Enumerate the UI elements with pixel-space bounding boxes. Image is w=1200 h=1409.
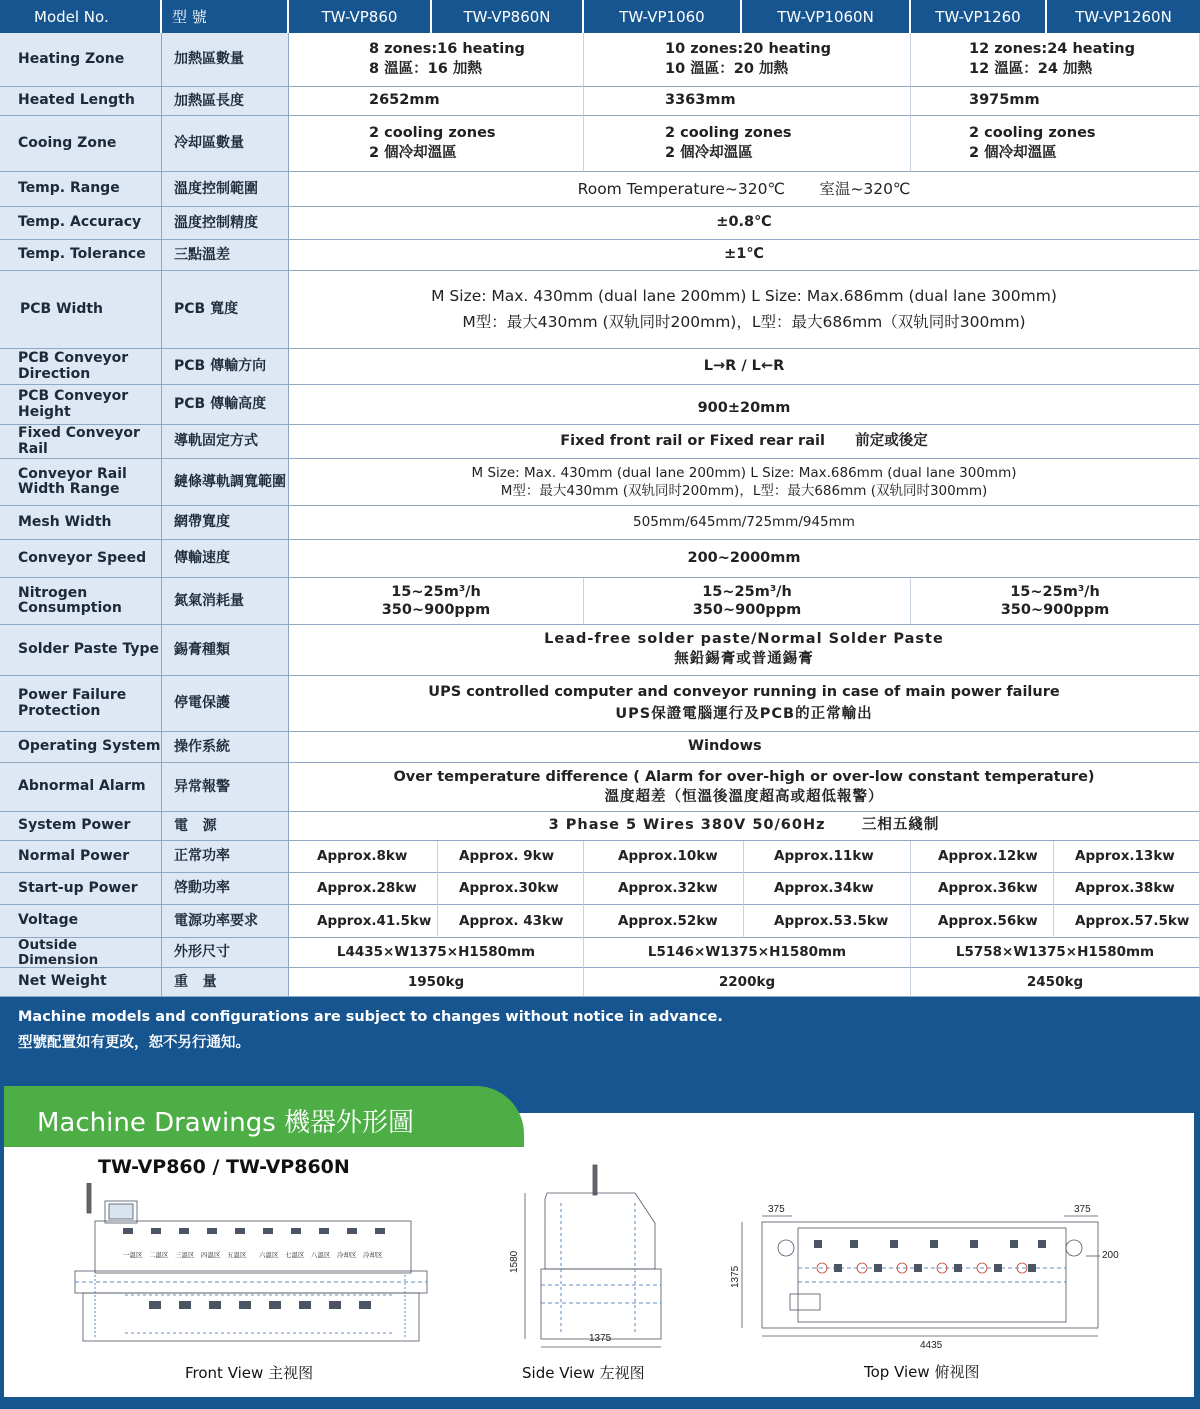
dimension-label: 1375 bbox=[589, 1333, 612, 1344]
value-cell: Approx.8kw bbox=[289, 841, 438, 873]
row-label-cn: 停電保護 bbox=[162, 676, 289, 732]
value-text: 15~25m³/h bbox=[391, 583, 481, 600]
row-label-temp-accuracy: Temp. Accuracy bbox=[0, 207, 162, 240]
value-text: 2 cooling zones bbox=[665, 124, 792, 141]
dimension-label: 1580 bbox=[509, 1250, 520, 1273]
value-cell: 2450kg bbox=[911, 968, 1200, 997]
row-label-fixed-rail: Fixed Conveyor Rail bbox=[0, 425, 162, 459]
dimension-label: 200 bbox=[1102, 1250, 1119, 1261]
value-text: 15~25m³/h bbox=[1010, 583, 1100, 600]
top-view-caption: Top View 俯视图 bbox=[864, 1363, 980, 1381]
value-cell bbox=[289, 33, 584, 87]
value-cell: Approx.38kw bbox=[1054, 873, 1200, 905]
row-label-temp-range: Temp. Range bbox=[0, 172, 162, 207]
value-cell: Approx.12kw bbox=[911, 841, 1054, 873]
model-header: TW-VP1060 bbox=[584, 0, 742, 33]
value-text: 2 個冷却溫區 bbox=[969, 144, 1057, 161]
row-label-cn: PCB 傳輸高度 bbox=[162, 385, 289, 425]
zone-label: 六温区 bbox=[259, 1252, 279, 1259]
model-header: TW-VP860N bbox=[432, 0, 584, 33]
value-cell: 200~2000mm bbox=[289, 540, 1200, 578]
model-no-header bbox=[0, 0, 162, 33]
dimension-label: 375 bbox=[1074, 1204, 1091, 1215]
value-cell: L5758×W1375×H1580mm bbox=[911, 938, 1200, 968]
value-cell: 505mm/645mm/725mm/945mm bbox=[289, 506, 1200, 540]
model-header: TW-VP860 bbox=[289, 0, 432, 33]
value-cell: ±1℃ bbox=[289, 240, 1200, 271]
value-text: 350~900ppm bbox=[1000, 602, 1110, 618]
value-cell bbox=[289, 116, 584, 172]
value-text: 8 zones:16 heating bbox=[369, 40, 525, 57]
value-cell: 2652mm bbox=[289, 87, 584, 116]
row-label-net-weight: Net Weight bbox=[0, 968, 162, 997]
value-cell: Approx.52kw bbox=[584, 905, 744, 938]
zone-label: 三温区 bbox=[175, 1252, 195, 1259]
row-label-cn: 網帶寬度 bbox=[162, 506, 289, 540]
value-cell bbox=[911, 578, 1200, 625]
value-text: 350~900ppm bbox=[381, 602, 491, 618]
row-label-pcb-width: PCB Width bbox=[0, 271, 162, 349]
zone-label: 冷却区 bbox=[337, 1252, 357, 1259]
row-label-cooling-zone: Cooing Zone bbox=[0, 116, 162, 172]
row-label-cn: 加熱區數量 bbox=[162, 33, 289, 87]
row-label-outside-dimension: Outside Dimension bbox=[0, 938, 162, 968]
zone-label: 五温区 bbox=[227, 1252, 247, 1259]
value-cell bbox=[289, 763, 1200, 812]
value-cell: Approx.11kw bbox=[744, 841, 911, 873]
value-text: 溫度超差（恒溫後溫度超高或超低報警） bbox=[604, 789, 884, 805]
row-label-cn: 傳輸速度 bbox=[162, 540, 289, 578]
value-cell: Approx.34kw bbox=[744, 873, 911, 905]
row-label-cn: 溫度控制範圍 bbox=[162, 172, 289, 207]
value-cell: 3 Phase 5 Wires 380V 50/60Hz 三相五綫制 bbox=[289, 812, 1200, 841]
value-cell bbox=[584, 33, 911, 87]
value-text: 15~25m³/h bbox=[702, 583, 792, 600]
value-cell: Room Temperature~320℃ 室温~320℃ bbox=[289, 172, 1200, 207]
row-label-cn: 鏈條導軌調寬範圍 bbox=[162, 459, 289, 506]
row-label-power-failure: Power Failure Protection bbox=[0, 676, 162, 732]
value-text: 2 cooling zones bbox=[369, 124, 496, 141]
notice-text-cn: 型號配置如有更改，恕不另行通知。 bbox=[18, 1035, 250, 1051]
front-view-drawing bbox=[65, 1183, 445, 1353]
value-cell: L→R / L←R bbox=[289, 349, 1200, 385]
value-cell bbox=[911, 33, 1200, 87]
value-text: UPS controlled computer and conveyor running in case of main power failure bbox=[428, 683, 1060, 700]
value-cell: Approx.28kw bbox=[289, 873, 438, 905]
row-label-system-power: System Power bbox=[0, 812, 162, 841]
row-label-nitrogen: Nitrogen Consumption bbox=[0, 578, 162, 625]
value-cell: 1950kg bbox=[289, 968, 584, 997]
value-cell: 900±20mm bbox=[289, 385, 1200, 425]
row-label-solder-paste: Solder Paste Type bbox=[0, 625, 162, 676]
row-label-startup-power: Start-up Power bbox=[0, 873, 162, 905]
zone-label: 二温区 bbox=[149, 1252, 169, 1259]
row-label-cn: 加熱區長度 bbox=[162, 87, 289, 116]
value-text: 10 溫區：20 加熱 bbox=[665, 60, 788, 77]
value-text: 無鉛錫膏或普通錫膏 bbox=[674, 651, 814, 667]
value-text: M Size: Max. 430mm (dual lane 200mm) L Size: Max.686mm (dual lane 300mm) bbox=[471, 464, 1017, 481]
value-text: M型：最大430mm (双轨同时200mm)，L型：最大686mm (双轨同时300mm) bbox=[500, 483, 988, 499]
side-view-caption: Side View 左视图 bbox=[522, 1364, 645, 1382]
model-no-header-cn bbox=[162, 0, 289, 33]
value-cell: Approx.56kw bbox=[911, 905, 1054, 938]
model-header: TW-VP1260 bbox=[911, 0, 1047, 33]
value-cell bbox=[289, 271, 1200, 349]
row-label-cn: 電 源 bbox=[162, 812, 289, 841]
value-text: Lead-free solder paste/Normal Solder Paste bbox=[544, 631, 944, 648]
top-view-drawing bbox=[722, 1198, 1132, 1353]
value-cell: Approx.36kw bbox=[911, 873, 1054, 905]
row-label-cn: 溫度控制精度 bbox=[162, 207, 289, 240]
row-label-cn: 正常功率 bbox=[162, 841, 289, 873]
row-label-conveyor-direction: PCB Conveyor Direction bbox=[0, 349, 162, 385]
row-label-cn: PCB 寬度 bbox=[162, 271, 289, 349]
value-cell bbox=[911, 116, 1200, 172]
model-no-label-cn: 型 號 bbox=[172, 8, 207, 26]
value-text: 10 zones:20 heating bbox=[665, 40, 831, 57]
dimension-label: 375 bbox=[768, 1204, 785, 1215]
value-cell: Windows bbox=[289, 732, 1200, 763]
row-label-cn: 外形尺寸 bbox=[162, 938, 289, 968]
row-label-cn: 重 量 bbox=[162, 968, 289, 997]
value-cell bbox=[289, 676, 1200, 732]
row-label-alarm: Abnormal Alarm bbox=[0, 763, 162, 812]
dimension-label: 4435 bbox=[920, 1340, 943, 1351]
row-label-cn: 三點溫差 bbox=[162, 240, 289, 271]
value-cell: Approx.13kw bbox=[1054, 841, 1200, 873]
value-text: M Size: Max. 430mm (dual lane 200mm) L Size: Max.686mm (dual lane 300mm) bbox=[431, 286, 1057, 305]
row-label-conveyor-speed: Conveyor Speed bbox=[0, 540, 162, 578]
row-label-cn: 電源功率要求 bbox=[162, 905, 289, 938]
notice-text: Machine models and configurations are subject to changes without notice in advance. bbox=[18, 1009, 723, 1025]
zone-label: 四温区 bbox=[201, 1252, 221, 1259]
value-text: 2 個冷却溫區 bbox=[665, 144, 753, 161]
model-header: TW-VP1060N bbox=[742, 0, 911, 33]
value-cell: Approx. 9kw bbox=[438, 841, 584, 873]
value-cell: Approx. 43kw bbox=[438, 905, 584, 938]
value-cell: Approx.41.5kw bbox=[289, 905, 438, 938]
row-label-rail-width: Conveyor Rail Width Range bbox=[0, 459, 162, 506]
dimension-label: 1375 bbox=[730, 1265, 741, 1288]
value-text: M型：最大430mm (双轨同时200mm)，L型：最大686mm（双轨同时300mm) bbox=[462, 312, 1026, 331]
front-view-caption: Front View 主视图 bbox=[185, 1364, 314, 1382]
value-cell: 2200kg bbox=[584, 968, 911, 997]
value-cell: Approx.30kw bbox=[438, 873, 584, 905]
model-header: TW-VP1260N bbox=[1047, 0, 1200, 33]
value-cell: 3975mm bbox=[911, 87, 1200, 116]
row-label-temp-tolerance: Temp. Tolerance bbox=[0, 240, 162, 271]
model-no-label: Model No. bbox=[34, 7, 109, 26]
row-label-cn: PCB 傳輸方向 bbox=[162, 349, 289, 385]
value-cell: 3363mm bbox=[584, 87, 911, 116]
row-label-conveyor-height: PCB Conveyor Height bbox=[0, 385, 162, 425]
row-label-cn: 氮氣消耗量 bbox=[162, 578, 289, 625]
value-cell bbox=[584, 116, 911, 172]
value-text: 350~900ppm bbox=[692, 602, 802, 618]
value-cell: Approx.10kw bbox=[584, 841, 744, 873]
value-cell: ±0.8℃ bbox=[289, 207, 1200, 240]
value-text: 8 溫區：16 加熱 bbox=[369, 60, 482, 77]
value-cell: Fixed front rail or Fixed rear rail 前定或後定 bbox=[289, 425, 1200, 459]
zone-label: 七温区 bbox=[285, 1252, 305, 1259]
row-label-heating-zone: Heating Zone bbox=[0, 33, 162, 87]
row-label-normal-power: Normal Power bbox=[0, 841, 162, 873]
row-label-os: Operating System bbox=[0, 732, 162, 763]
value-cell bbox=[584, 578, 911, 625]
value-cell: Approx.53.5kw bbox=[744, 905, 911, 938]
value-text: Over temperature difference ( Alarm for over-high or over-low constant temperature) bbox=[393, 768, 1095, 785]
value-cell: Approx.32kw bbox=[584, 873, 744, 905]
value-text: 12 zones:24 heating bbox=[969, 40, 1135, 57]
zone-label: 八温区 bbox=[311, 1252, 331, 1259]
row-label-cn: 操作系統 bbox=[162, 732, 289, 763]
drawing-model-title: TW-VP860 / TW-VP860N bbox=[98, 1156, 350, 1178]
side-view-drawing bbox=[505, 1163, 670, 1353]
zone-label: 一温区 bbox=[123, 1252, 143, 1259]
row-label-cn: 錫膏種類 bbox=[162, 625, 289, 676]
value-cell: L4435×W1375×H1580mm bbox=[289, 938, 584, 968]
value-cell bbox=[289, 625, 1200, 676]
drawings-title: Machine Drawings 機器外形圖 bbox=[37, 1108, 415, 1138]
value-cell bbox=[289, 459, 1200, 506]
value-cell bbox=[289, 578, 584, 625]
value-cell: L5146×W1375×H1580mm bbox=[584, 938, 911, 968]
value-text: UPS保證電腦運行及PCB的正常輸出 bbox=[615, 705, 873, 722]
zone-label: 冷却区 bbox=[363, 1252, 383, 1259]
value-text: 2 個冷却溫區 bbox=[369, 144, 457, 161]
drawings-title-tab bbox=[4, 1086, 524, 1147]
row-label-cn: 啓動功率 bbox=[162, 873, 289, 905]
value-text: 12 溫區：24 加熱 bbox=[969, 60, 1092, 77]
row-label-cn: 异常報警 bbox=[162, 763, 289, 812]
row-label-mesh-width: Mesh Width bbox=[0, 506, 162, 540]
row-label-cn: 導軌固定方式 bbox=[162, 425, 289, 459]
row-label-heated-length: Heated Length bbox=[0, 87, 162, 116]
row-label-voltage: Voltage bbox=[0, 905, 162, 938]
row-label-cn: 冷却區數量 bbox=[162, 116, 289, 172]
value-cell: Approx.57.5kw bbox=[1054, 905, 1200, 938]
value-text: 2 cooling zones bbox=[969, 124, 1096, 141]
